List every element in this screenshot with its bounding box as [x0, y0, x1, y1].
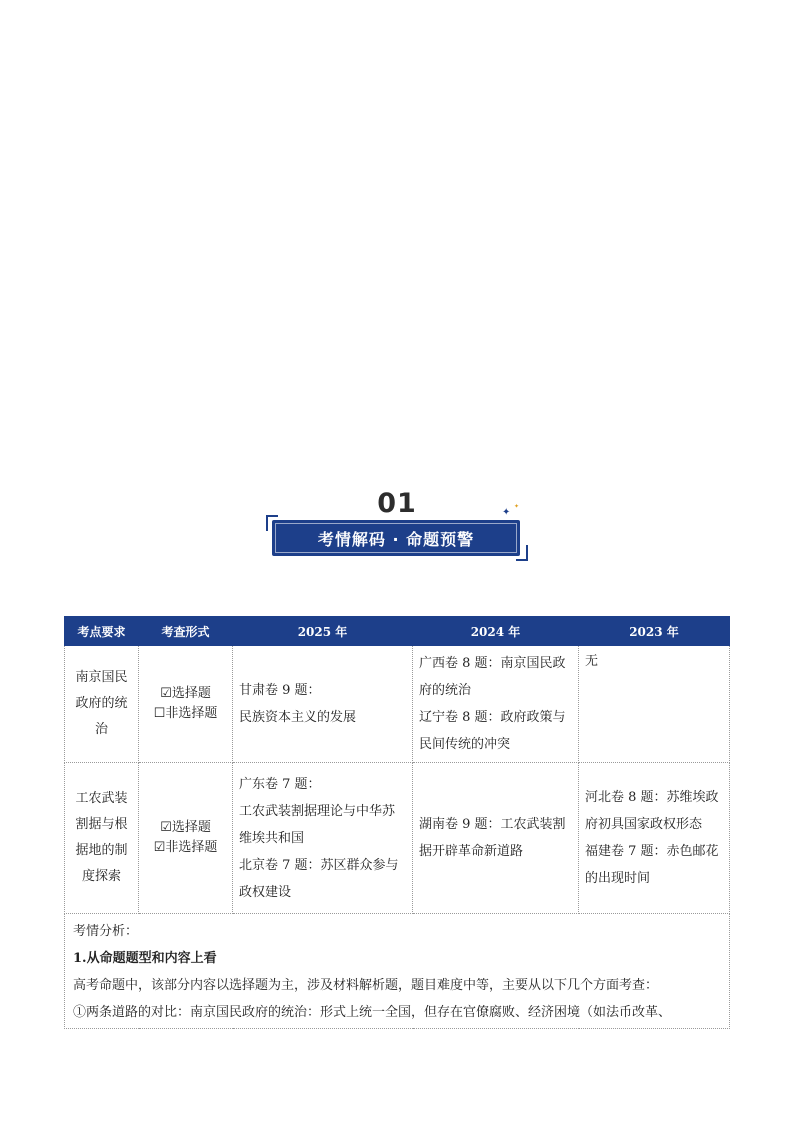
exam-entry: 河北卷 8 题：苏维埃政府初具国家政权形态	[585, 790, 719, 832]
table-row	[65, 646, 730, 763]
checked-box-icon: ☑	[153, 840, 166, 855]
sparkle-small-icon: ✦	[514, 503, 520, 510]
form-label: 选择题	[171, 686, 211, 701]
topic-cell: 南京国民政府的统治	[65, 646, 139, 763]
checked-box-icon: ☑	[160, 820, 172, 835]
table-header-row	[65, 617, 730, 646]
exam-entry: 北京卷 7 题：苏区群众参与政权建设	[239, 857, 399, 900]
checked-box-icon: ☑	[160, 686, 172, 701]
analysis-label: 考情分析：	[73, 924, 139, 939]
form-cell	[139, 646, 233, 763]
exam-entry: 湖南卷 9 题：工农武装割据开辟革命新道路	[419, 817, 566, 859]
sparkle-icon: ✦	[502, 507, 511, 518]
form-cell	[139, 763, 233, 914]
exam-entry: 工农武装割据理论与中华苏维埃共和国	[239, 803, 396, 846]
section-title: 考情解码 · 命题预警	[275, 523, 517, 553]
table-row	[65, 763, 730, 914]
form-label: 非选择题	[165, 840, 218, 855]
analysis-paragraph: 高考命题中，该部分内容以选择题为主，涉及材料解析题，题目难度中等，主要从以下几个方面考查：	[73, 978, 659, 993]
year-2023-cell	[579, 763, 730, 914]
unchecked-box-icon: ☐	[153, 706, 166, 721]
exam-entry: 无	[585, 654, 599, 669]
form-option	[139, 684, 232, 704]
banner-box	[272, 520, 520, 556]
exam-entry: 广西卷 8 题：南京国民政府的统治	[419, 656, 566, 698]
analysis-heading: 1.从命题题型和内容上看	[73, 951, 217, 966]
analysis-row	[65, 914, 730, 1029]
header-2025: 2025 年	[233, 617, 413, 646]
form-option	[139, 818, 232, 838]
header-2024: 2024 年	[413, 617, 579, 646]
exam-entry: 福建卷 7 题：赤色邮花的出现时间	[585, 844, 719, 886]
exam-entry: 广东卷 7 题：	[239, 776, 321, 792]
exam-entry: 辽宁卷 8 题：政府政策与民间传统的冲突	[419, 710, 566, 752]
analysis-cell	[65, 914, 730, 1029]
form-label: 非选择题	[165, 706, 218, 721]
section-number: 01	[377, 488, 417, 519]
header-form: 考查形式	[139, 617, 233, 646]
year-2024-cell	[413, 646, 579, 763]
form-option	[139, 838, 232, 858]
analysis-paragraph: ①两条道路的对比：南京国民政府的统治：形式上统一全国，但存在官僚腐败、经济困境（如法币改革、	[73, 1005, 672, 1020]
header-topic: 考点要求	[65, 617, 139, 646]
year-2023-cell	[579, 646, 730, 763]
exam-entry: 甘肃卷 9 题：	[239, 683, 321, 698]
topic-cell: 工农武装割据与根据地的制度探索	[65, 763, 139, 914]
exam-entry: 民族资本主义的发展	[239, 710, 357, 725]
header-2023: 2023 年	[579, 617, 730, 646]
form-label: 选择题	[171, 820, 211, 835]
form-option	[139, 704, 232, 724]
exam-analysis-table	[64, 616, 730, 1029]
year-2025-cell	[233, 763, 413, 914]
section-banner	[266, 515, 528, 561]
year-2025-cell	[233, 646, 413, 763]
year-2024-cell	[413, 763, 579, 914]
